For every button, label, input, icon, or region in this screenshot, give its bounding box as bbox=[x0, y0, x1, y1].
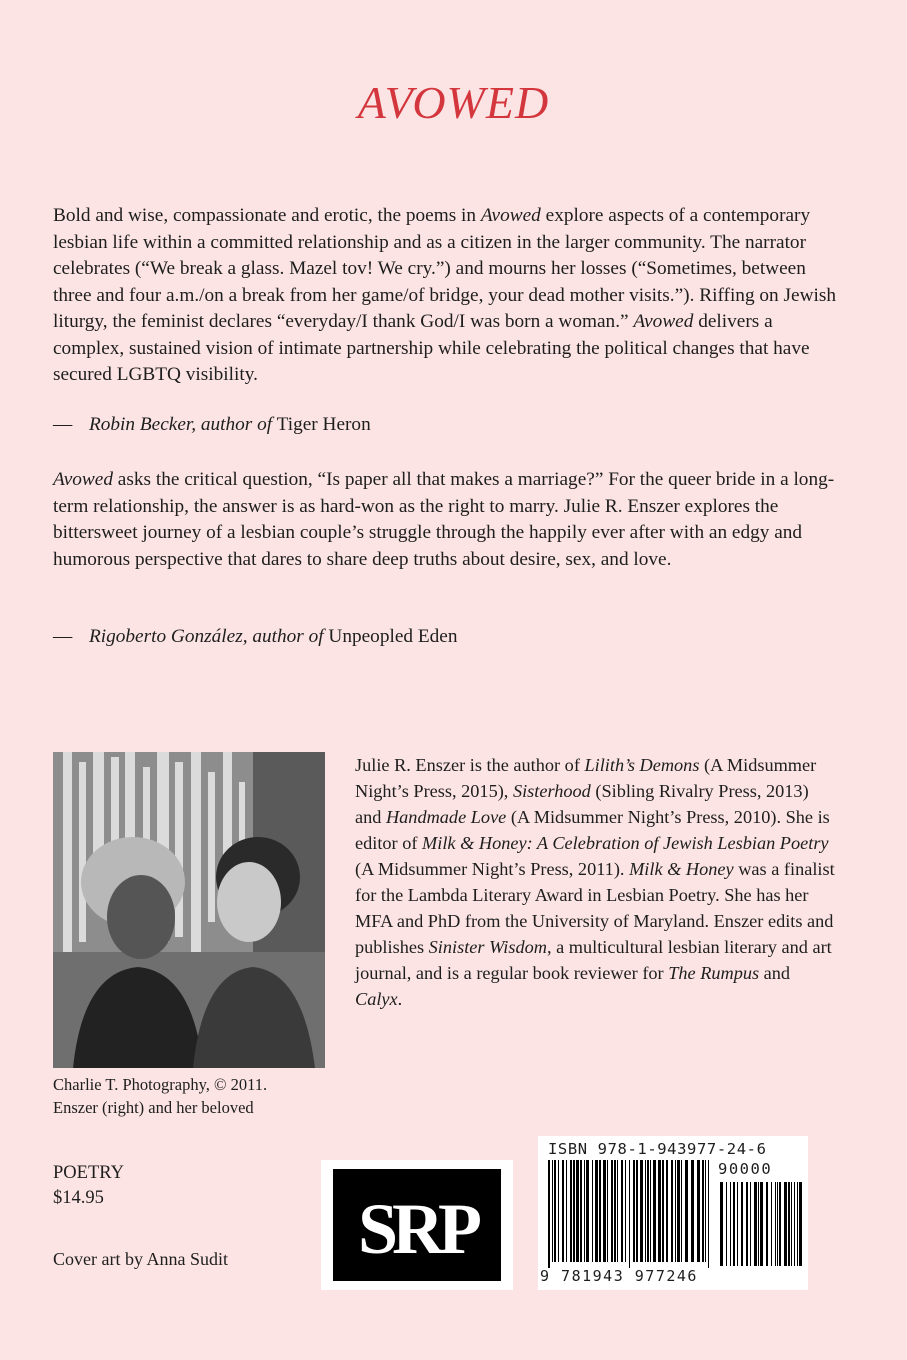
bio-text: (A Midsummer Night’s Press, 2015), bbox=[355, 755, 817, 801]
barcode-bar bbox=[681, 1160, 682, 1262]
barcode-bar bbox=[629, 1160, 630, 1268]
barcode-addon-bar bbox=[750, 1182, 751, 1266]
barcode-bar bbox=[677, 1160, 680, 1262]
barcode-bar bbox=[614, 1160, 616, 1262]
barcode-addon-bar bbox=[799, 1182, 802, 1266]
barcode-bar bbox=[645, 1160, 646, 1262]
author-bio-text bbox=[355, 752, 835, 1012]
bio-journal-title: The Rumpus bbox=[668, 963, 760, 983]
attribution-gonzalez bbox=[53, 624, 457, 650]
barcode-addon-bar bbox=[779, 1182, 781, 1266]
barcode-addon-bar bbox=[754, 1182, 757, 1266]
barcode-bar bbox=[570, 1160, 572, 1262]
blurb-book-title: Avowed bbox=[53, 469, 113, 490]
bio-book-title: Sisterhood bbox=[512, 781, 591, 801]
attribution-becker bbox=[53, 412, 371, 438]
barcode-bar bbox=[611, 1160, 613, 1262]
barcode-addon-bar bbox=[733, 1182, 735, 1266]
barcode-addon-bar bbox=[797, 1182, 798, 1266]
barcode-addon-bar bbox=[760, 1182, 763, 1266]
barcode-bar bbox=[647, 1160, 649, 1262]
barcode-bar bbox=[653, 1160, 656, 1262]
barcode-addon-bar bbox=[741, 1182, 743, 1266]
bio-book-title: Milk & Honey: A Celebration of Jewish Lesbian Poetry bbox=[422, 833, 829, 853]
barcode-bar bbox=[671, 1160, 673, 1262]
bio-text: (Sibling Rivalry Press, 2013) and bbox=[355, 781, 809, 827]
bio-text: Julie R. Enszer is the author of bbox=[355, 755, 585, 775]
barcode-bar bbox=[595, 1160, 598, 1262]
barcode-bar bbox=[705, 1160, 706, 1262]
category-label: POETRY bbox=[53, 1163, 124, 1183]
srp-logo-text: SRP bbox=[357, 1189, 477, 1269]
barcode-bar bbox=[580, 1160, 582, 1262]
photo-description: Enszer (right) and her beloved bbox=[53, 1098, 254, 1117]
bio-text: was a finalist for the Lambda Literary Award in Lesbian Poetry. She has her MFA and PhD from the University of Maryland. Enszer edits and publishes bbox=[355, 859, 835, 957]
publisher-logo-mark bbox=[333, 1169, 501, 1281]
book-title: AVOWED bbox=[357, 77, 550, 128]
barcode-bar bbox=[584, 1160, 585, 1262]
barcode-addon-bar bbox=[758, 1182, 759, 1266]
attribution-book: Unpeopled Eden bbox=[328, 626, 458, 647]
barcode-bar bbox=[617, 1160, 618, 1262]
barcode-bar bbox=[666, 1160, 668, 1262]
barcode-addon-bar bbox=[788, 1182, 790, 1266]
barcode-bar bbox=[603, 1160, 606, 1262]
attribution-name: Rigoberto González, author of bbox=[89, 626, 324, 647]
publisher-logo bbox=[321, 1160, 513, 1290]
barcode-bar bbox=[685, 1160, 688, 1262]
barcode-bar bbox=[607, 1160, 608, 1262]
bio-journal-title: Calyx bbox=[355, 989, 398, 1009]
attribution-name: Robin Becker, author of bbox=[89, 414, 273, 435]
blurb-book-title: Avowed bbox=[633, 311, 694, 332]
barcode-bar bbox=[625, 1160, 626, 1262]
isbn-barcode bbox=[538, 1136, 808, 1290]
barcode-addon-bar bbox=[777, 1182, 778, 1266]
attribution-book: Tiger Heron bbox=[276, 414, 371, 435]
blurb-text: Bold and wise, compassionate and erotic, the poems in bbox=[53, 205, 481, 226]
bio-text: (A Midsummer Night’s Press, 2010). She is editor of bbox=[355, 807, 830, 853]
barcode-addon-bar bbox=[771, 1182, 772, 1266]
srp-logo-icon bbox=[333, 1169, 501, 1281]
barcode-bar bbox=[599, 1160, 601, 1262]
barcode-bar bbox=[621, 1160, 623, 1262]
author-photo-illustration bbox=[53, 752, 325, 1068]
barcode-bar bbox=[640, 1160, 643, 1262]
barcode-bar bbox=[691, 1160, 694, 1262]
barcode-addon-bar bbox=[794, 1182, 795, 1266]
barcode-bar bbox=[650, 1160, 651, 1262]
barcode-bar bbox=[558, 1160, 559, 1262]
cover-art-credit: Cover art by Anna Sudit bbox=[53, 1249, 228, 1269]
bio-journal-title: Sinister Wisdom bbox=[428, 937, 547, 957]
blurb-text: explore aspects of a contemporary lesbian life within a committed relationship and as a citizen in the larger community. The narrator celebrates (“We break a glass. Mazel tov! We cry.”) and mourns her losses (“Sometimes, between three and four a.m./on a break from her game/of bridge, your dead mother visits.”). Riffing on Jewish liturgy, the feminist declares “everyday/I thank God/I was born a woman.” bbox=[53, 205, 836, 332]
bio-book-title: Handmade Love bbox=[385, 807, 507, 827]
barcode-bar bbox=[548, 1160, 550, 1268]
barcode-bar bbox=[576, 1160, 579, 1262]
barcode-bar bbox=[573, 1160, 575, 1262]
barcode-addon-bar bbox=[766, 1182, 768, 1266]
barcode-bar bbox=[697, 1160, 700, 1262]
barcode-bar bbox=[658, 1160, 661, 1262]
attribution-dash: — bbox=[53, 414, 73, 435]
blurb-becker bbox=[53, 203, 843, 389]
barcode-bar bbox=[702, 1160, 704, 1262]
price-label: $14.95 bbox=[53, 1188, 104, 1208]
photo-credit: Charlie T. Photography, © 2011. bbox=[53, 1075, 268, 1094]
barcode-bar bbox=[566, 1160, 567, 1262]
bio-text: . bbox=[397, 989, 403, 1009]
barcode-addon-bar bbox=[730, 1182, 731, 1266]
bio-text: and bbox=[759, 963, 791, 983]
bio-book-title: Milk & Honey bbox=[629, 859, 734, 879]
price-code: 90000 bbox=[718, 1160, 773, 1178]
barcode-digits: 9 781943 977246 bbox=[540, 1267, 698, 1285]
barcode-addon-bar bbox=[726, 1182, 727, 1266]
photo-caption bbox=[53, 1073, 267, 1119]
barcode-bar bbox=[708, 1160, 709, 1268]
barcode-bar bbox=[554, 1160, 556, 1262]
barcode-bar bbox=[586, 1160, 589, 1262]
barcode-addon-bar bbox=[737, 1182, 738, 1266]
bio-text: (A Midsummer Night’s Press, 2011). bbox=[355, 859, 630, 879]
category-price bbox=[53, 1161, 124, 1211]
barcode-addon-bar bbox=[791, 1182, 792, 1266]
blurb-gonzalez bbox=[53, 467, 843, 573]
author-photo bbox=[53, 752, 325, 1068]
barcode-bar bbox=[552, 1160, 553, 1262]
barcode-bar bbox=[636, 1160, 638, 1262]
blurb-text: asks the critical question, “Is paper all that makes a marriage?” For the queer bride in a long-term relationship, the answer is as hard-won as the right to marry. Julie R. Enszer explores the bittersweet journey of a lesbian couple’s struggle through the happily ever after with an edgy and humorous perspective that dares to share deep truths about desire, sex, and love. bbox=[53, 469, 835, 570]
barcode-bar bbox=[592, 1160, 593, 1262]
barcode-addon-bar bbox=[775, 1182, 776, 1266]
blurb-book-title: Avowed bbox=[480, 205, 541, 226]
barcode-bar bbox=[633, 1160, 635, 1262]
attribution-dash: — bbox=[53, 626, 73, 647]
bio-book-title: Lilith’s Demons bbox=[584, 755, 700, 775]
blurb-text: delivers a complex, sustained vision of intimate partnership while celebrating the political changes that have secured LGBTQ visibility. bbox=[53, 311, 810, 385]
barcode-bar bbox=[562, 1160, 564, 1262]
barcode-addon-bar bbox=[720, 1182, 723, 1266]
bio-text: , a multicultural lesbian literary and art journal, and is a regular book reviewer for bbox=[355, 937, 832, 983]
barcode-bar bbox=[675, 1160, 676, 1262]
barcode-addon-bar bbox=[746, 1182, 748, 1266]
barcode-addon-bar bbox=[784, 1182, 787, 1266]
barcode-bar bbox=[662, 1160, 664, 1262]
isbn-label: ISBN 978-1-943977-24-6 bbox=[548, 1140, 767, 1158]
author-bio bbox=[355, 752, 835, 1012]
